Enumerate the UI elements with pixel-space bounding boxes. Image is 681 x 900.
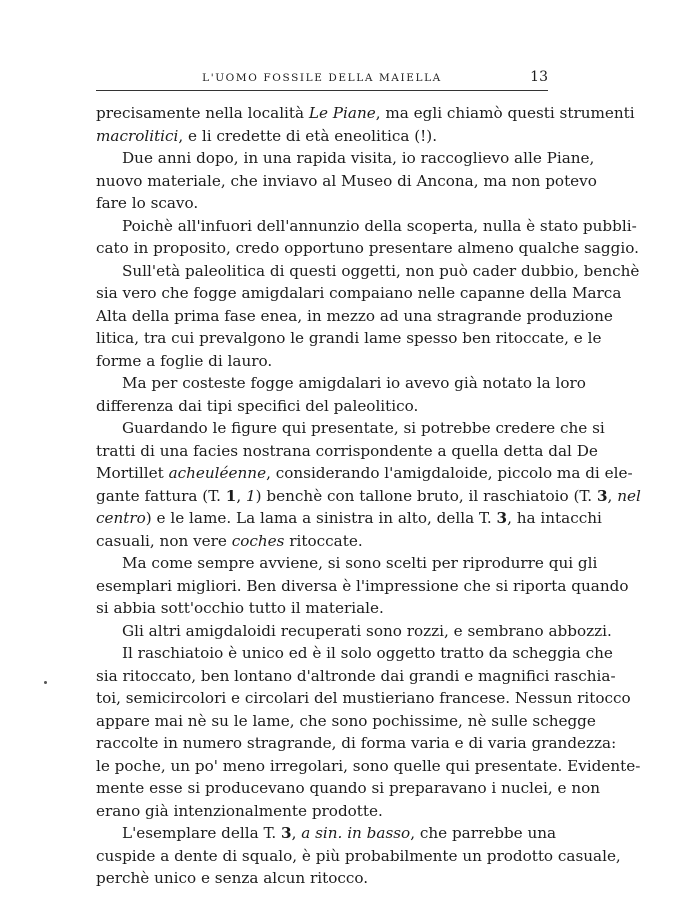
paragraph [96, 552, 629, 620]
bold-text: 3 [596, 486, 608, 505]
text-line [96, 102, 635, 125]
text-line [96, 530, 548, 553]
text-run: differenza dai tipi specifici del paleolitico. [96, 396, 419, 415]
running-head [96, 68, 548, 91]
text-run: cuspide a dente di squalo, è più probabilmente un prodotto casuale, [96, 846, 621, 865]
text-line [96, 372, 586, 395]
text-run: mente esse si producevano quando si preparavano i nuclei, e non [96, 779, 601, 797]
text-run: gante fattura (T. [96, 486, 226, 505]
text-run: forme a foglie di lauro. [96, 351, 273, 370]
text-line [96, 327, 602, 350]
text-run: , [291, 824, 302, 842]
italic-text: 1 [246, 486, 256, 505]
text-line [96, 575, 629, 598]
bold-text: 3 [281, 824, 292, 842]
italic-text: centro [96, 509, 146, 527]
text-run: Il raschiatoio è unico ed è il solo oggetto tratto da scheggia che [122, 644, 613, 662]
text-run: ) benchè con tallone bruto, il raschiatoio (T. [255, 486, 597, 505]
text-run: , [607, 486, 618, 505]
text-run: tratti di una facies nostrana corrispondente a quella detta dal De [96, 441, 598, 460]
paragraph [96, 822, 621, 890]
text-run: Ma per costeste fogge amigdalari io avevo già notato la loro [122, 374, 586, 392]
text-run: , [236, 486, 246, 505]
text-run: , e li credette di età eneolitica (!). [178, 126, 438, 145]
text-run: Poichè all'infuori dell'annunzio della scoperta, nulla è stato pubbli- [122, 216, 637, 235]
text-run: Due anni dopo, in una rapida visita, io raccoglievo alle Piane, [122, 149, 595, 167]
text-line [96, 215, 637, 238]
text-run: , considerando l'amigdaloide, piccolo ma di ele- [266, 464, 633, 482]
text-run: perchè unico e senza alcun ritocco. [96, 869, 369, 887]
italic-text: a sin. in basso [301, 824, 411, 842]
italic-text: macrolitici [96, 126, 179, 145]
text-run: , ha intacchi [507, 509, 602, 527]
text-run: litica, tra cui prevalgono le grandi lame spesso ben ritoccate, e le [96, 329, 602, 347]
text-line [96, 620, 612, 643]
italic-text: acheuléenne [168, 464, 267, 482]
text-line [96, 237, 639, 260]
paragraph [96, 102, 635, 147]
text-run: Ma come sempre avviene, si sono scelti per riprodurre qui gli [122, 554, 598, 572]
bold-text: 1 [225, 486, 237, 505]
text-run: raccolte in numero stragrande, di forma varia e di varia grandezza: [96, 734, 617, 752]
italic-text: nel [617, 486, 641, 505]
paragraph [96, 372, 586, 417]
italic-text: Le Piane [308, 104, 376, 122]
paragraph [96, 215, 639, 260]
text-run: L'esemplare della T. [122, 824, 281, 842]
bold-text: 3 [496, 509, 508, 527]
text-line [96, 395, 548, 418]
text-run: casuali, non vere [96, 531, 232, 550]
text-line [96, 125, 548, 148]
paragraph [96, 642, 641, 822]
text-run: fare lo scavo. [96, 194, 199, 212]
text-run: ) e le lame. La lama a sinistra in alto, della T. [145, 509, 497, 527]
text-run: toi, semicircolori e circolari del mustieriano francese. Nessun ritocco [96, 689, 631, 707]
paragraph [96, 260, 640, 373]
page-number: 13 [530, 69, 548, 85]
text-run: Guardando le figure qui presentate, si potrebbe credere che si [122, 419, 605, 437]
italic-text: coches [231, 531, 285, 550]
text-line [96, 350, 548, 373]
text-run: Alta della prima fase enea, in mezzo ad una stragrande produzione [96, 306, 613, 325]
text-line [96, 192, 548, 215]
text-line [96, 800, 548, 823]
text-line [96, 507, 602, 530]
text-line [96, 822, 557, 845]
text-run: Mortillet [96, 464, 169, 482]
text-line [96, 282, 622, 305]
paragraph [96, 620, 612, 643]
text-run: ritoccate. [284, 531, 363, 550]
text-line [96, 642, 613, 665]
text-run: nuovo materiale, che inviavo al Museo di Ancona, ma non potevo [96, 171, 597, 190]
text-line [96, 665, 616, 688]
text-run: cato in proposito, credo opportuno presentare almeno qualche saggio. [96, 239, 639, 257]
text-line [96, 260, 640, 283]
text-run: precisamente nella località [96, 104, 309, 122]
text-line [96, 777, 601, 800]
text-line [96, 597, 548, 620]
text-run: , che parrebbe una [410, 824, 557, 842]
text-line [96, 170, 597, 193]
text-line [96, 732, 617, 755]
text-run: , ma egli chiamò questi strumenti [375, 104, 635, 122]
text-run: sia vero che fogge amigdalari compaiano nelle capanne della Marca [96, 284, 622, 302]
text-run: le poche, un po' meno irregolari, sono quelle qui presentate. Evidente- [96, 756, 641, 775]
running-head-title: L'UOMO FOSSILE DELLA MAIELLA [202, 72, 442, 84]
text-run: Sull'età paleolitica di questi oggetti, non può cader dubbio, benchè [122, 261, 640, 280]
text-line [96, 147, 595, 170]
text-line [96, 845, 621, 868]
text-run: sia ritoccato, ben lontano d'altronde dai grandi e magnifici raschia- [96, 666, 616, 685]
text-run: esemplari migliori. Ben diversa è l'impressione che si riporta quando [96, 576, 629, 595]
paragraph [96, 417, 641, 552]
text-run: si abbia sott'occhio tutto il materiale. [96, 599, 384, 617]
text-line [96, 417, 605, 440]
text-line [96, 867, 548, 890]
text-run: Gli altri amigdaloidi recuperati sono rozzi, e sembrano abbozzi. [122, 621, 612, 640]
text-line [96, 552, 598, 575]
text-line [96, 462, 633, 485]
text-line [96, 687, 631, 710]
margin-speck [44, 681, 47, 684]
paragraph [96, 147, 597, 215]
text-line [96, 440, 598, 463]
text-line [96, 755, 641, 778]
body-text [96, 102, 641, 890]
text-run: erano già intenzionalmente prodotte. [96, 801, 383, 820]
text-line [96, 305, 613, 328]
text-line [96, 710, 596, 733]
text-line [96, 485, 641, 508]
text-run: appare mai nè su le lame, che sono pochissime, nè sulle schegge [96, 711, 596, 730]
